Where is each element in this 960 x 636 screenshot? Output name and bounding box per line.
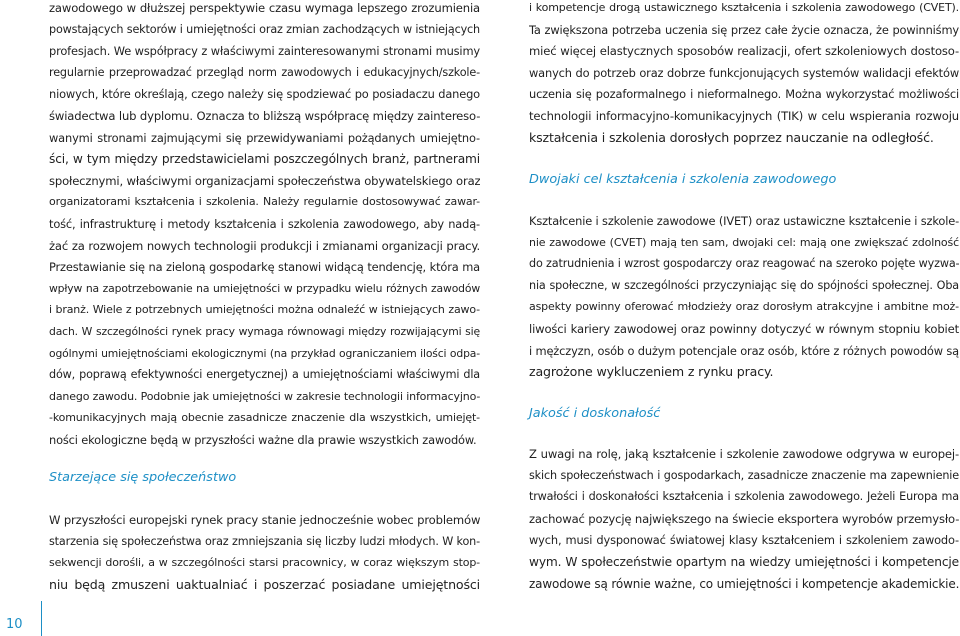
text-line: wych, musi dysponować światowej klasy kształceniem i szkoleniem zawodo- [529, 533, 959, 548]
text-line: tość, infrastrukturę i metody kształcenia i szkolenia zawodowego, aby nadą- [49, 217, 480, 231]
text-line: trwałości i doskonałości kształcenia i szkolenia zawodowego. Jeżeli Europa ma [529, 490, 959, 504]
text-line: -komunikacyjnych mają obecnie zasadnicze znaczenie dla wszystkich, umiejęt- [49, 411, 480, 425]
text-line: W przyszłości europejski rynek pracy stanie jednocześnie wobec problemów [49, 513, 480, 527]
text-line: kształcenia i szkolenia dorosłych poprzez nauczanie na odległość. [529, 129, 934, 145]
text-line: i mężczyzn, osób o dużym potencjale oraz osób, które z różnych powodów są [529, 343, 959, 358]
text-line: ności ekologiczne będą w przyszłości ważne dla prawie wszystkich zawodów. [49, 433, 477, 447]
text-line: liwości kariery zawodowej oraz powinny dotyczyć w równym stopniu kobiet [529, 322, 959, 336]
text-line: niowych, które określają, czego należy się spodziewać po posiadaczu danego [49, 87, 480, 102]
text-line: profesjach. We współpracy z właściwymi zainteresowanymi stronami musimy [49, 44, 480, 59]
text-line: zachować pozycję największego na świecie eksportera wyrobów przemysło- [529, 511, 959, 526]
text-line: technologii informacyjno-komunikacyjnych (TIK) w celu wspierania rozwoju [529, 109, 959, 123]
text-line: aspekty powinny oferować młodzieży oraz dorosłym atrakcyjne i ambitne moż- [529, 300, 959, 314]
text-line: powstających sektorów i umiejętności oraz zmian zachodzących w istniejących [49, 22, 480, 36]
text-line: zawodowe są równie ważne, co umiejętności i kompetencje akademickie. [529, 576, 959, 591]
text-line: wanymi stronami zajmującymi się przewidywaniami pożądanych umiejętno- [49, 130, 480, 145]
section-heading-quality-excellence: Jakość i doskonałość [529, 406, 661, 421]
text-line: niu będą zmuszeni uaktualniać i poszerzać posiadane umiejętności [49, 576, 480, 592]
text-line: nie zawodowe (CVET) mają ten sam, dwojaki cel: mają one zwiększać zdolność [529, 235, 959, 249]
text-line: organizatorami kształcenia i szkolenia. Należy regularnie dostosowywać zawar- [49, 195, 480, 209]
text-line: Przestawianie się na zieloną gospodarkę stanowi widącą tendencję, która ma [49, 260, 480, 275]
text-line: żać za rozwojem nowych technologii produkcji i zmianami organizacji pracy. [49, 238, 480, 253]
text-line: regularnie przeprowadzać przegląd norm zawodowych i edukacyjnych/szkole- [49, 65, 480, 79]
section-heading-aging-society: Starzejące się społeczeństwo [49, 470, 237, 485]
page-number-rule [41, 601, 42, 636]
text-line: zawodowego w dłuższej perspektywie czasu wymaga lepszego zrozumienia [49, 1, 480, 15]
text-line: społecznymi, właściwymi organizacjami społeczeństwa obywatelskiego oraz [49, 173, 480, 188]
text-line: dach. W szczególności rynek pracy wymaga równowagi między rozwijającymi się [49, 325, 480, 338]
text-line: Z uwagi na rolę, jaką kształcenie i szkolenie zawodowe odgrywa w europej- [529, 447, 959, 461]
text-line: wanych do potrzeb oraz dobrze funkcjonujących systemów walidacji efektów [529, 65, 959, 80]
text-line: do zatrudnienia i wzrost gospodarczy oraz reagować na szeroko pojęte wyzwa- [529, 257, 959, 271]
text-line: dów, poprawą efektywności energetycznej) a umiejętnościami właściwymi dla [49, 368, 480, 382]
text-line: ści, w tym między przedstawicielami poszczególnych branż, partnerami [49, 152, 480, 167]
text-line: i kompetencje drogą ustawicznego kształcenia i szkolenia zawodowego (CVET). [529, 1, 959, 14]
text-line: zagrożone wykluczeniem z rynku pracy. [529, 364, 774, 380]
text-line: wpływ na zapotrzebowanie na umiejętności w przypadku wielu różnych zawodów [49, 281, 480, 295]
text-line: uczenia się pozaformalnego i nieformalnego. Można wykorzystać możliwości [529, 87, 959, 102]
text-line: skich społeczeństwach i gospodarkach, zasadnicze znaczenie ma zapewnienie [529, 468, 959, 482]
text-line: świadectwa lub dyplomu. Oznacza to bliższą współpracę między zaintereso- [49, 109, 480, 123]
text-line: starzenia się społeczeństwa oraz zmniejszania się liczby ludzi młodych. W kon- [49, 534, 480, 548]
text-line: ogólnymi umiejętnościami ekologicznymi (na przykład ograniczaniem ilości odpa- [49, 346, 480, 360]
text-line: i branż. Wiele z potrzebnych umiejętności można odnaleźć w istniejących zawo- [49, 303, 480, 317]
text-line: wym. W społeczeństwie opartym na wiedzy umiejętności i kompetencje [529, 555, 959, 569]
text-line: danego zawodu. Podobnie jak umiejętności w zakresie technologii informacyjno- [49, 389, 480, 403]
text-line: mieć więcej elastycznych sposobów realizacji, ofert szkoleniowych dostoso- [529, 44, 959, 59]
section-heading-dual-objective: Dwojaki cel kształcenia i szkolenia zawodowego [529, 172, 837, 187]
text-line: Ta zwiększona potrzeba uczenia się przez całe życie oznacza, że powinniśmy [529, 22, 959, 37]
text-line: Kształcenie i szkolenie zawodowe (IVET) oraz ustawiczne kształcenie i szkole- [529, 214, 959, 228]
text-line: sekwencji dorośli, a w szczególności starsi pracownicy, w coraz większym stop- [49, 556, 480, 570]
page-number: 10 [6, 617, 23, 632]
text-line: nia społeczne, w szczególności przyczyniając się do spójności społecznej. Oba [529, 278, 959, 292]
